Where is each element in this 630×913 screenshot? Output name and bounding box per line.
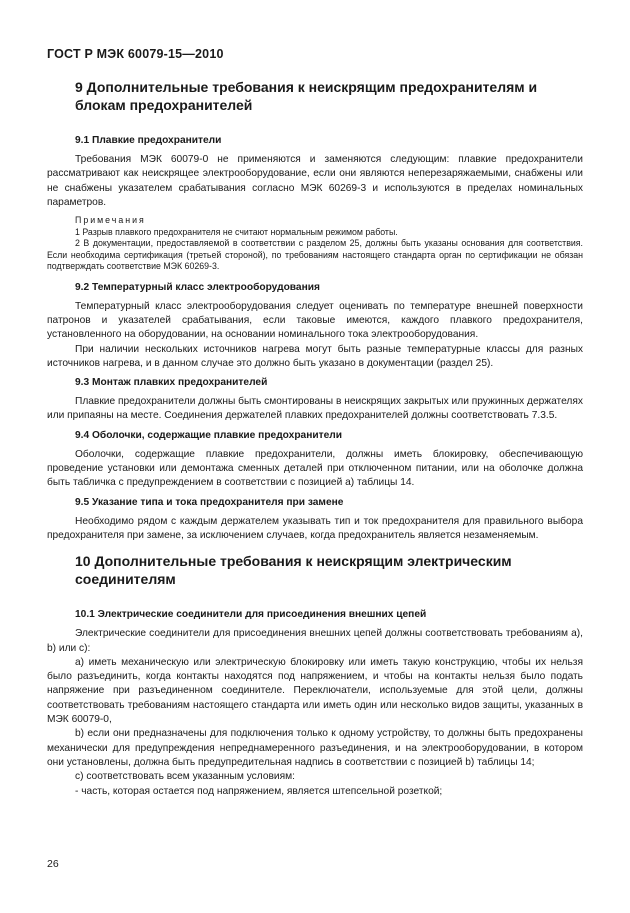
subsection-9-4-title: 9.4 Оболочки, содержащие плавкие предохранители [75,429,343,441]
notes-heading: Примечания [75,215,146,226]
subsection-9-3-title: 9.3 Монтаж плавких предохранителей [75,377,268,389]
notes-block [47,215,583,273]
list-item-c: с) соответствовать всем указанным условиям: [75,771,295,783]
section-9-title: 9 Дополнительные требования к неискрящим предохранителям и блокам предохранителей [75,79,538,113]
document-header: ГОСТ Р МЭК 60079-15—2010 [47,47,224,61]
subsection-10-1-intro: Электрические соединители для присоединения внешних цепей должны соответствовать требованиям а), b) или с): [47,628,583,654]
list-item-b: b) если они предназначены для подключения только к одному устройству, то должны быть предохранены механически для предупреждения непреднамеренного разъединения, и на электрооборудовании, в котором они установлены, должна быть предупредительная надпись в соответствии с позицией b) таблицы 14; [47,728,583,768]
subsection-9-3-paragraph: Плавкие предохранители должны быть смонтированы в неискрящих закрытых или пружинных держателях или припаяны на месте. Соединения держателей плавких предохранителей должны соответствовать 7.3.5. [47,396,583,422]
note-1: 1 Разрыв плавкого предохранителя не считают нормальным режимом работы. [75,226,398,237]
document-body [47,78,583,799]
subsection-9-2-title: 9.2 Температурный класс электрооборудования [75,281,320,293]
list-item-c-1: - часть, которая остается под напряжением, является штепсельной розеткой; [75,785,443,797]
subsection-9-1-paragraph: Требования МЭК 60079-0 не применяются и заменяются следующим: плавкие предохранители рассматривают как неискрящее электрооборудование, если они являются неперезаряжаемыми, снабжены или не снабжены указателем срабатывания согласно МЭК 60269-3 и используются в пределах номинальных параметров. [47,154,583,208]
page-number: 26 [47,858,59,870]
subsection-9-5-paragraph: Необходимо рядом с каждым держателем указывать тип и ток предохранителя для правильного выбора предохранителя при замене, за исключением случаев, когда предохранитель является незаменяемым. [47,515,583,541]
subsection-10-1-title: 10.1 Электрические соединители для присоединения внешних цепей [75,609,427,621]
subsection-9-2-paragraph-1: Температурный класс электрооборудования следует оценивать по температуре внешней поверхности патронов и указателей срабатывания, если таковые имеются, каждого плавкого предохранителя, установленного на оборудовании, на основании номинального тока электрооборудования. [47,300,583,341]
section-10-title: 10 Дополнительные требования к неискрящим электрическим соединителям [75,553,512,588]
list-item-a: а) иметь механическую или электрическую блокировку или иметь такую конструкцию, чтобы их нельзя было разъединить, когда контакты находятся под напряжением, и чтобы на контакты нельзя было подать напряжение при разъединенном соединителе. Переключатели, используемые для этой цели, должны соответствовать требованиям настоящего стандарта или иметь один или несколько видов защиты, указанных в МЭК 60079-0, [47,656,583,726]
subsection-9-1-title: 9.1 Плавкие предохранители [75,135,222,146]
note-2: 2 В документации, предоставляемой в соответствии с разделом 25, должны быть указаны основания для соответствия. Если необходима сертификация (третьей стороной), по требованиям настоящего стандарта орган по сертификации не обязан подтверждать соответствие МЭК 60269-3. [47,238,583,272]
subsection-9-5-title: 9.5 Указание типа и тока предохранителя при замене [75,496,344,508]
subsection-9-2-paragraph-2: При наличии нескольких источников нагрева могут быть разные температурные классы для разных источников нагрева, и в данном случае это должно быть указано в документации (раздел 25). [47,343,583,369]
subsection-9-4-paragraph: Оболочки, содержащие плавкие предохранители, должны иметь блокировку, обеспечивающую проведение установки или демонтажа сменных деталей при отключенном питании, или на оболочке должна быть табличка с предупреждением в соответствии с позицией а) таблицы 14. [47,448,583,489]
